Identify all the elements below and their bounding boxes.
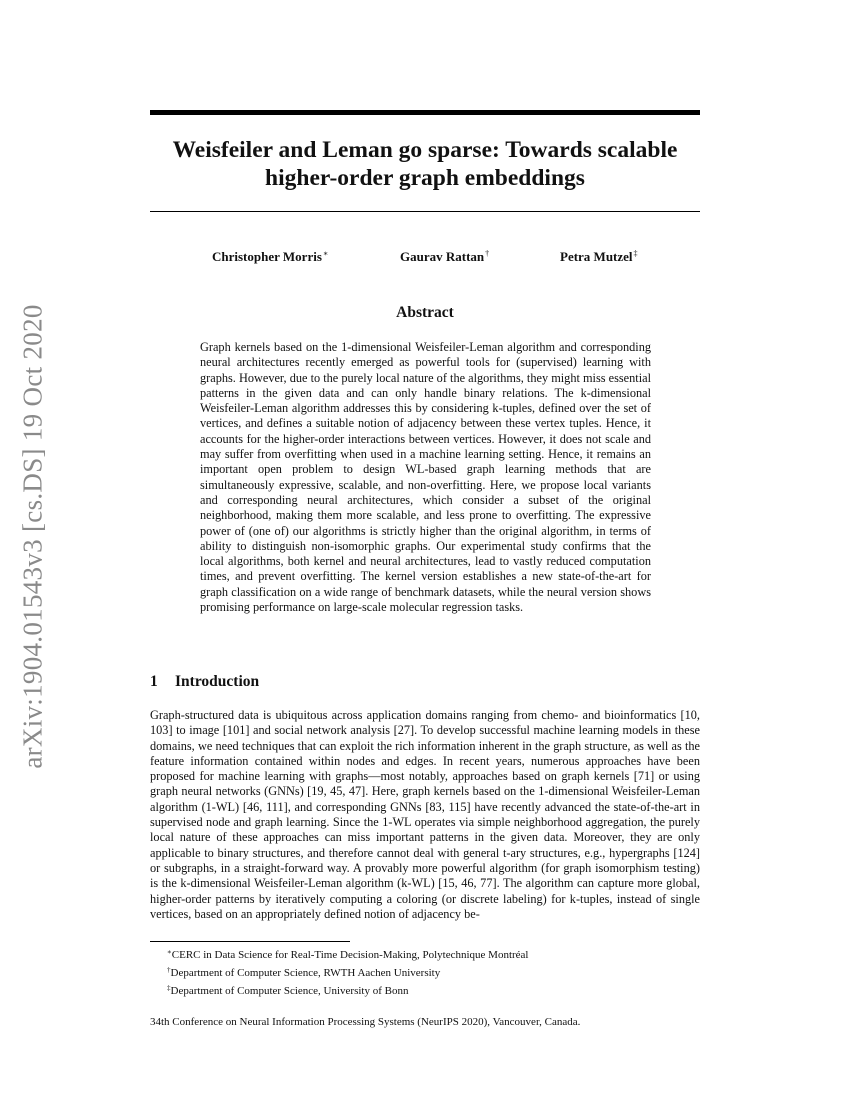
author-morris bbox=[212, 249, 328, 265]
footnotes bbox=[167, 945, 528, 1000]
title-bottom-rule bbox=[150, 211, 700, 212]
author-rattan bbox=[400, 249, 489, 265]
author-name: Gaurav Rattan bbox=[400, 249, 485, 264]
section-heading bbox=[150, 673, 259, 691]
footnote-text: Department of Computer Science, University of Bonn bbox=[170, 985, 409, 998]
footnote bbox=[167, 963, 528, 981]
footnote-mark: ‡ bbox=[167, 984, 171, 993]
abstract-body: Graph kernels based on the 1-dimensional Weisfeiler-Leman algorithm and corresponding neural architectures recently emerged as powerful tools for (supervised) learning with graphs. However, due to the purely local nature of the algorithms, they might miss essential patterns in the given data and can only handle binary relations. The k-dimensional Weisfeiler-Leman algorithm addresses this by considering k-tuples, defined over the set of vertices, and defines a suitable notion of adjacency between these vertex tuples. Hence, it accounts for the higher-order interactions between vertices. However, it does not scale and may suffer from overfitting when used in a machine learning setting. Hence, it remains an important open problem to design WL-based graph learning methods that are simultaneously expressive, scalable, and non-overfitting. Here, we propose local variants and corresponding neural architectures, which consider a subset of the original neighborhood, making them more scalable, and less prone to overfitting. The expressive power of (one of) our algorithms is strictly higher than the original algorithm, in terms of ability to distinguish non-isomorphic graphs. Our experimental study confirms that the local algorithms, both kernel and neural architectures, lead to vastly reduced computation times, and prevent overfitting. The kernel version establishes a new state-of-the-art for graph classification on a wide range of benchmark datasets, while the neural version shows promising performance on large-scale molecular regression tasks. bbox=[200, 340, 651, 615]
footnote-text: Department of Computer Science, RWTH Aachen University bbox=[170, 967, 441, 980]
affiliation-mark: ‡ bbox=[633, 249, 638, 258]
paper-title bbox=[150, 136, 700, 192]
author-name: Petra Mutzel bbox=[560, 249, 633, 264]
footnote bbox=[167, 945, 528, 963]
title-top-rule bbox=[150, 110, 700, 115]
author-name: Christopher Morris bbox=[212, 249, 322, 264]
title-line-2: higher-order graph embeddings bbox=[265, 165, 585, 191]
footnote-rule bbox=[150, 941, 350, 942]
section-title: Introduction bbox=[175, 673, 260, 690]
section-number: 1 bbox=[150, 673, 158, 690]
footnote-text: CERC in Data Science for Real-Time Decision-Making, Polytechnique Montréal bbox=[171, 949, 529, 961]
footnote bbox=[167, 981, 528, 999]
affiliation-mark: ∗ bbox=[322, 249, 329, 258]
conference-venue: 34th Conference on Neural Information Processing Systems (NeurIPS 2020), Vancouver, Canada. bbox=[150, 1016, 581, 1028]
author-mutzel bbox=[560, 249, 638, 265]
affiliation-mark: † bbox=[485, 249, 490, 258]
footnote-mark: ∗ bbox=[167, 948, 172, 956]
arxiv-identifier-stamp bbox=[13, 296, 53, 776]
footnote-mark: † bbox=[167, 966, 171, 975]
abstract-heading: Abstract bbox=[396, 304, 454, 321]
title-line-1: Weisfeiler and Leman go sparse: Towards scalable bbox=[172, 137, 678, 163]
arxiv-id-text: arXiv:1904.01543v3 [cs.DS] 19 Oct 2020 bbox=[17, 303, 48, 769]
introduction-body: Graph-structured data is ubiquitous across application domains ranging from chemo- and bioinformatics [10, 103] to image [101] and social network analysis [27]. To develop successful machine learning models in these domains, we need techniques that can exploit the rich information inherent in the graph structure, as well as the feature information contained within nodes and edges. In recent years, numerous approaches have been proposed for machine learning with graphs—most notably, approaches based on graph kernels [71] or using graph neural networks (GNNs) [19, 45, 47]. Here, graph kernels based on the 1-dimensional Weisfeiler-Leman algorithm (1-WL) [46, 111], and corresponding GNNs [83, 115] have recently advanced the state-of-the-art in supervised node and graph learning. Since the 1-WL operates via simple neighborhood aggregation, the purely local nature of these approaches can miss important patterns in the given data. Moreover, they are only applicable to binary structures, and therefore cannot deal with general t-ary structures, e.g., hypergraphs [124] or subgraphs, in a straight-forward way. A provably more powerful algorithm (for graph isomorphism testing) is the k-dimensional Weisfeiler-Leman algorithm (k-WL) [15, 46, 77]. The algorithm can capture more global, higher-order patterns by iteratively computing a coloring (or discrete labeling) for k-tuples, instead of single vertices, based on an appropriately defined notion of adjacency be- bbox=[150, 708, 700, 921]
